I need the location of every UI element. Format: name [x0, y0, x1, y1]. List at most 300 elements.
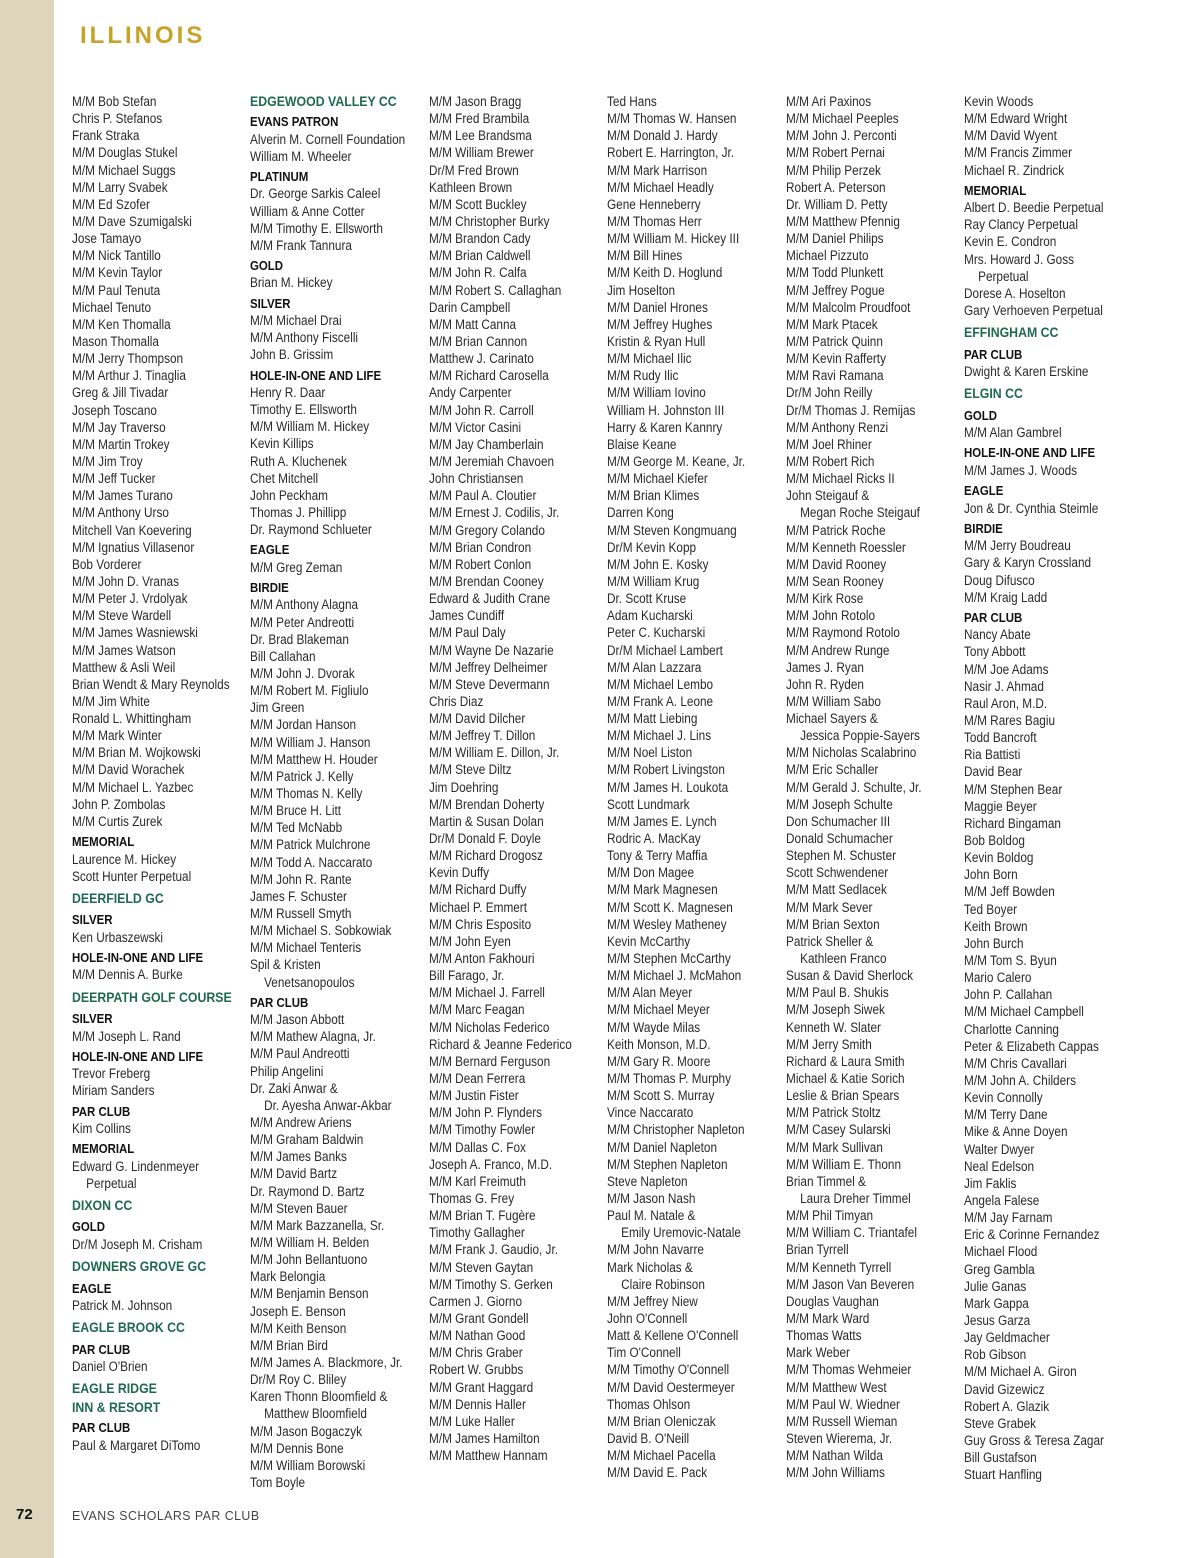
- donor-name: M/M Patrick Mulchrone: [250, 837, 371, 853]
- donor-name: Kristin & Ryan Hull: [607, 333, 706, 349]
- donor-name: M/M Sean Rooney: [786, 573, 884, 589]
- donor-name: Dr. Raymond Schlueter: [250, 522, 372, 538]
- category-heading: PAR CLUB: [72, 1103, 131, 1119]
- donor-name: M/M Steve Wardell: [72, 608, 172, 624]
- club-heading: EAGLE RIDGE: [72, 1380, 157, 1397]
- donor-name: M/M Thomas Herr: [607, 213, 702, 229]
- donor-name: Raul Aron, M.D.: [964, 695, 1048, 711]
- donor-name: Philip Angelini: [250, 1063, 324, 1079]
- donor-name: Dr. Brad Blakeman: [250, 631, 349, 647]
- donor-name: M/M Joseph L. Rand: [72, 1028, 181, 1044]
- donor-name: John P. Callahan: [964, 987, 1053, 1003]
- donor-name: Frank Straka: [72, 128, 140, 144]
- donor-name: Matthew & Asli Weil: [72, 659, 176, 675]
- donor-name: Dr/M Thomas J. Remijas: [786, 402, 916, 418]
- donor-name: M/M Dean Ferrera: [429, 1071, 526, 1087]
- category-heading: EVANS PATRON: [250, 114, 339, 130]
- donor-name: M/M John P. Flynders: [429, 1105, 543, 1121]
- donor-name: Ruth A. Kluchenek: [250, 453, 347, 469]
- donor-name: M/M Jason Van Beveren: [786, 1276, 915, 1292]
- donor-name: Timothy E. Ellsworth: [250, 402, 357, 418]
- donor-name: M/M Peter Andreotti: [250, 614, 355, 630]
- donor-name: Chris Diaz: [429, 693, 484, 709]
- donor-name: Tom Boyle: [250, 1474, 306, 1490]
- donor-name: Scott Schwendener: [786, 865, 889, 881]
- donor-name: David Gizewicz: [964, 1381, 1045, 1397]
- donor-name: Stuart Hanfling: [964, 1467, 1042, 1483]
- donor-name: M/M John R. Calfa: [429, 265, 527, 281]
- donor-name: Richard & Laura Smith: [786, 1053, 905, 1069]
- donor-name: M/M Patrick Quinn: [786, 333, 883, 349]
- donor-column-1: [72, 93, 244, 1454]
- category-heading: PAR CLUB: [250, 994, 309, 1010]
- donor-name: Dorese A. Hoselton: [964, 285, 1066, 301]
- donor-name: M/M David Worachek: [72, 762, 185, 778]
- donor-name: Dr/M Kevin Kopp: [607, 539, 697, 555]
- donor-name: M/M Mathew Alagna, Jr.: [250, 1029, 376, 1045]
- club-heading: DOWNERS GROVE GC: [72, 1258, 207, 1275]
- donor-name: M/M Michael Drai: [250, 313, 342, 329]
- donor-name: Jim Faklis: [964, 1175, 1017, 1191]
- donor-name: M/M Kenneth Roessler: [786, 539, 906, 555]
- donor-name: M/M Nathan Wilda: [786, 1448, 883, 1464]
- donor-name: M/M Robert S. Callaghan: [429, 282, 562, 298]
- donor-name: M/M Matt Sedlacek: [786, 882, 887, 898]
- donor-name: M/M Malcolm Proudfoot: [786, 299, 911, 315]
- donor-name: Stephen M. Schuster: [786, 848, 897, 864]
- donor-name: Brian Timmel &: [786, 1173, 866, 1189]
- donor-name: Angela Falese: [964, 1192, 1040, 1208]
- donor-columns: [72, 93, 1182, 1493]
- donor-name: M/M Matt Liebing: [607, 711, 698, 727]
- donor-name: M/M Chris Cavallari: [964, 1055, 1067, 1071]
- donor-name: Scott Hunter Perpetual: [72, 868, 192, 884]
- donor-name-continued: Matthew Bloomfield: [264, 1406, 367, 1422]
- donor-name: M/M Anthony Fiscelli: [250, 330, 359, 346]
- donor-name: M/M Jim White: [72, 693, 150, 709]
- donor-name: M/M Nicholas Scalabrino: [786, 745, 917, 761]
- club-heading: EAGLE BROOK CC: [72, 1319, 185, 1336]
- donor-name: M/M Matthew Pfennig: [786, 213, 900, 229]
- donor-name: M/M Jeffrey Delheimer: [429, 659, 548, 675]
- donor-name: Patrick Sheller &: [786, 933, 874, 949]
- donor-name: M/M William Sabo: [786, 693, 881, 709]
- donor-name: M/M Bruce H. Litt: [250, 803, 342, 819]
- donor-name: Walter Dwyer: [964, 1141, 1035, 1157]
- donor-name: Todd Bancroft: [964, 730, 1037, 746]
- donor-name: M/M Paul Daly: [429, 625, 506, 641]
- donor-name: M/M Jerry Boudreau: [964, 538, 1071, 554]
- donor-name: M/M James E. Lynch: [607, 813, 717, 829]
- donor-name: M/M Stephen Bear: [964, 781, 1063, 797]
- donor-name-continued: Perpetual: [978, 268, 1029, 284]
- donor-name-continued: Venetsanopoulos: [264, 974, 355, 990]
- category-heading: GOLD: [964, 407, 998, 423]
- donor-name: Dr/M Fred Brown: [429, 162, 519, 178]
- donor-name: Michael Sayers &: [786, 711, 878, 727]
- donor-name: M/M Frank J. Gaudio, Jr.: [429, 1242, 559, 1258]
- donor-name: M/M Ken Thomalla: [72, 316, 171, 332]
- donor-name: M/M Brian Caldwell: [429, 248, 531, 264]
- donor-name: Bill Gustafson: [964, 1450, 1037, 1466]
- donor-name: Chet Mitchell: [250, 470, 319, 486]
- donor-name: Gary Verhoeven Perpetual: [964, 303, 1103, 319]
- donor-name: Joseph A. Franco, M.D.: [429, 1156, 553, 1172]
- donor-name: M/M William Brewer: [429, 145, 534, 161]
- donor-name: Kevin Killips: [250, 436, 314, 452]
- donor-name-continued: Claire Robinson: [621, 1276, 705, 1292]
- donor-name: M/M Wayne De Nazarie: [429, 642, 554, 658]
- category-heading: HOLE-IN-ONE AND LIFE: [72, 1048, 204, 1064]
- donor-name: M/M Jay Traverso: [72, 419, 166, 435]
- donor-name: Eric & Corinne Fernandez: [964, 1227, 1100, 1243]
- donor-name: M/M James A. Blackmore, Jr.: [250, 1355, 403, 1370]
- donor-name: Kevin Woods: [964, 94, 1034, 109]
- donor-name: M/M Brian M. Wojkowski: [72, 745, 201, 761]
- donor-name: Doug Difusco: [964, 572, 1035, 588]
- donor-name: M/M David Bartz: [250, 1166, 338, 1182]
- donor-name: M/M William C. Triantafel: [786, 1225, 917, 1241]
- club-heading: DEERPATH GOLF COURSE: [72, 988, 232, 1005]
- category-heading: GOLD: [72, 1219, 106, 1235]
- donor-name: Kevin E. Condron: [964, 234, 1057, 250]
- donor-name: M/M Philip Perzek: [786, 162, 881, 178]
- donor-name: Miriam Sanders: [72, 1083, 155, 1099]
- donor-name: Ria Battisti: [964, 747, 1021, 763]
- donor-name: M/M Wayde Milas: [607, 1019, 701, 1035]
- donor-name: Ted Boyer: [964, 901, 1018, 917]
- donor-name: Thomas J. Phillipp: [250, 505, 347, 521]
- donor-name: M/M Steven Bauer: [250, 1200, 348, 1216]
- donor-name: Maggie Beyer: [964, 798, 1037, 814]
- donor-name: Daniel O'Brien: [72, 1359, 148, 1375]
- donor-name: Ted Hans: [607, 94, 657, 109]
- donor-name: M/M Alan Meyer: [607, 985, 693, 1001]
- donor-name: M/M Patrick Stoltz: [786, 1105, 881, 1121]
- donor-name: M/M Michael Headly: [607, 179, 714, 195]
- donor-name: M/M Michael J. Farrell: [429, 985, 545, 1001]
- donor-name: M/M Paul W. Wiedner: [786, 1396, 900, 1412]
- donor-name: Charlotte Canning: [964, 1021, 1059, 1037]
- donor-name: Mark Nicholas &: [607, 1259, 693, 1275]
- donor-name: Albert D. Beedie Perpetual: [964, 200, 1104, 216]
- donor-name: Brian Wendt & Mary Reynolds: [72, 676, 230, 692]
- donor-name: John P. Zombolas: [72, 796, 166, 812]
- donor-name: Dr/M Michael Lambert: [607, 642, 723, 658]
- donor-name-continued: Dr. Ayesha Anwar-Akbar: [264, 1097, 392, 1113]
- donor-name: John Born: [964, 867, 1018, 883]
- donor-name: Michael P. Emmert: [429, 899, 528, 915]
- donor-name: Darren Kong: [607, 505, 674, 521]
- donor-name: M/M Douglas Stukel: [72, 145, 178, 161]
- donor-name: M/M Noel Liston: [607, 745, 693, 761]
- donor-name: Dr. Scott Kruse: [607, 591, 687, 607]
- donor-name: Spil & Kristen: [250, 957, 321, 973]
- donor-name: M/M Wesley Matheney: [607, 916, 727, 932]
- donor-name: M/M Karl Freimuth: [429, 1173, 526, 1189]
- donor-name: Dr. George Sarkis Caleel: [250, 186, 381, 202]
- donor-name: M/M Richard Carosella: [429, 368, 549, 384]
- page-number: 72: [16, 1506, 33, 1523]
- donor-name: M/M Lee Brandsma: [429, 128, 532, 144]
- donor-name: Donald Schumacher: [786, 831, 893, 847]
- donor-name: Ken Urbaszewski: [72, 929, 164, 945]
- donor-name: M/M David Wyent: [964, 128, 1057, 144]
- donor-name: Steven Wierema, Jr.: [786, 1430, 893, 1446]
- donor-name: Laurence M. Hickey: [72, 851, 177, 867]
- donor-name: M/M Michael Lembo: [607, 676, 714, 692]
- donor-name: M/M Michael Peeples: [786, 111, 899, 127]
- donor-name: M/M Thomas P. Murphy: [607, 1071, 731, 1087]
- donor-name: Guy Gross & Teresa Zagar: [964, 1432, 1104, 1448]
- donor-name: M/M Dallas C. Fox: [429, 1139, 526, 1155]
- donor-name: M/M Jeremiah Chavoen: [429, 453, 555, 469]
- donor-name: Kevin Duffy: [429, 865, 490, 881]
- donor-name: M/M William E. Dillon, Jr.: [429, 745, 560, 761]
- donor-name: M/M Edward Wright: [964, 111, 1068, 127]
- donor-name: Scott Lundmark: [607, 796, 690, 812]
- donor-name: Edward & Judith Crane: [429, 591, 551, 607]
- donor-name: M/M Brian Bird: [250, 1337, 328, 1353]
- donor-name: Robert E. Harrington, Jr.: [607, 145, 735, 161]
- category-heading: MEMORIAL: [964, 182, 1027, 198]
- donor-name: M/M Raymond Rotolo: [786, 625, 900, 641]
- donor-name: M/M John R. Rante: [250, 871, 352, 887]
- donor-name: M/M Rudy Ilic: [607, 368, 679, 384]
- donor-name: M/M Brian T. Fugère: [429, 1208, 536, 1224]
- donor-name: M/M Paul Andreotti: [250, 1046, 350, 1062]
- donor-name: Peter & Elizabeth Cappas: [964, 1038, 1099, 1054]
- donor-name: M/M Joseph Siwek: [786, 1002, 885, 1018]
- donor-name: Kim Collins: [72, 1121, 131, 1137]
- donor-name-continued: Emily Uremovic-Natale: [621, 1225, 741, 1241]
- donor-name: M/M Scott S. Murray: [607, 1088, 715, 1104]
- donor-name: M/M Brian Klimes: [607, 488, 700, 504]
- donor-name: M/M Frank A. Leone: [607, 693, 714, 709]
- donor-name: M/M Don Magee: [607, 865, 695, 881]
- donor-name: M/M Ravi Ramana: [786, 368, 884, 384]
- donor-name: Dr/M Roy C. Bliley: [250, 1372, 347, 1388]
- donor-name: M/M Phil Timyan: [786, 1208, 874, 1224]
- donor-name: M/M Joseph Schulte: [786, 796, 893, 812]
- donor-name: Chris P. Stefanos: [72, 111, 163, 127]
- donor-name: M/M Timothy E. Ellsworth: [250, 220, 383, 236]
- donor-name: Mike & Anne Doyen: [964, 1124, 1068, 1140]
- donor-name: Thomas Ohlson: [607, 1396, 691, 1412]
- donor-name: M/M Anthony Urso: [72, 505, 169, 521]
- donor-name: M/M David Oestermeyer: [607, 1379, 735, 1395]
- donor-name: M/M William J. Hanson: [250, 734, 371, 750]
- donor-name: Neal Edelson: [964, 1158, 1035, 1174]
- donor-name: M/M Curtis Zurek: [72, 813, 163, 829]
- donor-name: Richard & Jeanne Federico: [429, 1036, 572, 1052]
- donor-name: M/M Jeff Tucker: [72, 471, 156, 487]
- donor-name: Dr. Zaki Anwar &: [250, 1080, 338, 1096]
- donor-name: M/M Christopher Napleton: [607, 1122, 745, 1138]
- donor-name: M/M Jeff Bowden: [964, 884, 1055, 900]
- category-heading: BIRDIE: [964, 520, 1003, 536]
- donor-name: M/M Terry Dane: [964, 1107, 1048, 1123]
- donor-name: M/M Gerald J. Schulte, Jr.: [786, 779, 922, 795]
- donor-name: M/M Mark Harrison: [607, 162, 708, 178]
- donor-name: M/M William Borowski: [250, 1457, 366, 1473]
- donor-name: Bill Farago, Jr.: [429, 968, 505, 984]
- donor-name: Gene Henneberry: [607, 196, 701, 212]
- donor-name: M/M Michael Ilic: [607, 351, 692, 367]
- donor-name: Nancy Abate: [964, 627, 1031, 643]
- donor-name: M/M Richard Drogosz: [429, 848, 543, 864]
- donor-name: Michael & Katie Sorich: [786, 1071, 905, 1087]
- category-heading: HOLE-IN-ONE AND LIFE: [964, 445, 1096, 461]
- donor-name: M/M Justin Fister: [429, 1088, 519, 1104]
- donor-name: M/M James J. Woods: [964, 462, 1078, 478]
- donor-name: M/M John E. Kosky: [607, 556, 709, 572]
- donor-name: M/M Russell Smyth: [250, 905, 352, 921]
- donor-name: Rob Gibson: [964, 1347, 1027, 1363]
- donor-name: Vince Naccarato: [607, 1105, 694, 1121]
- donor-name: M/M Marc Feagan: [429, 1002, 525, 1018]
- donor-name: M/M Nick Tantillo: [72, 248, 161, 264]
- donor-name: M/M Robert Rich: [786, 453, 875, 469]
- donor-name: David Bear: [964, 764, 1023, 780]
- donor-name: James F. Schuster: [250, 888, 347, 904]
- donor-name: Mario Calero: [964, 970, 1032, 986]
- club-heading: INN & RESORT: [72, 1398, 161, 1415]
- donor-name: M/M Graham Baldwin: [250, 1132, 364, 1148]
- donor-name: M/M Michael Meyer: [607, 1002, 710, 1018]
- donor-name: Matt & Kellene O'Connell: [607, 1328, 739, 1344]
- donor-name: Michael Pizzuto: [786, 248, 869, 264]
- donor-name: Rodric A. MacKay: [607, 831, 701, 847]
- donor-name: Jim Hoselton: [607, 282, 676, 298]
- donor-name: Robert W. Grubbs: [429, 1362, 524, 1378]
- donor-name: M/M Steve Diltz: [429, 762, 512, 778]
- donor-name: David B. O'Neill: [607, 1430, 690, 1446]
- donor-name: M/M Anthony Renzi: [786, 419, 889, 435]
- donor-name: Mark Gappa: [964, 1295, 1029, 1311]
- donor-name: M/M Fred Brambila: [429, 111, 530, 127]
- donor-name: M/M Matthew West: [786, 1379, 887, 1395]
- donor-name: M/M Luke Haller: [429, 1413, 515, 1429]
- donor-name: M/M James Banks: [250, 1149, 347, 1165]
- donor-name: M/M Jason Bogaczyk: [250, 1423, 362, 1439]
- donor-name: M/M Daniel Philips: [786, 231, 884, 247]
- donor-name: M/M Nicholas Federico: [429, 1019, 550, 1035]
- category-heading: EAGLE: [250, 542, 290, 558]
- donor-name: M/M Kirk Rose: [786, 591, 864, 607]
- donor-name: Tony & Terry Maffia: [607, 848, 708, 864]
- donor-name: Joseph E. Benson: [250, 1303, 346, 1319]
- donor-name: M/M Francis Zimmer: [964, 145, 1073, 161]
- donor-name: M/M Ed Szofer: [72, 196, 150, 212]
- donor-name: Ray Clancy Perpetual: [964, 217, 1078, 233]
- donor-name: M/M James Hamilton: [429, 1430, 540, 1446]
- category-heading: PLATINUM: [250, 168, 309, 184]
- donor-name: M/M Michael Tenteris: [250, 940, 362, 956]
- donor-name: Bill Callahan: [250, 648, 316, 664]
- donor-name: M/M John Williams: [786, 1465, 885, 1481]
- donor-name: M/M Jerry Smith: [786, 1036, 872, 1052]
- donor-name: Gary & Karyn Crossland: [964, 555, 1092, 571]
- donor-name: Greg & Jill Tivadar: [72, 385, 169, 401]
- donor-name: John Burch: [964, 935, 1024, 951]
- donor-name-continued: Kathleen Franco: [800, 951, 887, 967]
- donor-name: Mark Weber: [786, 1345, 850, 1361]
- donor-name: Robert A. Glazik: [964, 1398, 1050, 1414]
- donor-name: M/M Timothy O'Connell: [607, 1362, 730, 1378]
- category-heading: GOLD: [250, 257, 284, 273]
- donor-name: M/M Timothy Fowler: [429, 1122, 536, 1138]
- donor-name: M/M William Iovino: [607, 385, 706, 401]
- donor-name: M/M David Rooney: [786, 556, 887, 572]
- donor-name: M/M Daniel Hrones: [607, 299, 708, 315]
- donor-name: M/M Ted McNabb: [250, 820, 343, 836]
- donor-name: Mason Thomalla: [72, 333, 159, 349]
- donor-name: Martin & Susan Dolan: [429, 813, 544, 829]
- donor-name: M/M Steve Devermann: [429, 676, 550, 692]
- category-heading: SILVER: [72, 1011, 113, 1027]
- donor-name: Kevin Boldog: [964, 850, 1034, 866]
- donor-name: M/M Thomas W. Hansen: [607, 111, 737, 127]
- donor-name: M/M Robert Conlon: [429, 556, 532, 572]
- donor-name: M/M Thomas Wehmeier: [786, 1362, 912, 1378]
- category-heading: EAGLE: [964, 483, 1004, 499]
- donor-name: M/M Jason Nash: [607, 1191, 696, 1206]
- donor-name: M/M John D. Vranas: [72, 573, 179, 589]
- donor-name: M/M Alan Gambrel: [964, 425, 1062, 441]
- donor-name: M/M James H. Loukota: [607, 779, 729, 795]
- donor-name: Keith Brown: [964, 918, 1028, 934]
- donor-name: M/M Christopher Burky: [429, 213, 550, 229]
- donor-name: Darin Campbell: [429, 299, 511, 315]
- donor-name: M/M Donald J. Hardy: [607, 128, 718, 144]
- category-heading: SILVER: [72, 912, 113, 928]
- donor-name: M/M Michael J. Lins: [607, 728, 712, 744]
- club-heading: DEERFIELD GC: [72, 889, 164, 906]
- donor-name: M/M Patrick Roche: [786, 522, 886, 538]
- donor-name: Ronald L. Whittingham: [72, 711, 192, 727]
- donor-name: M/M William M. Hickey: [250, 419, 370, 435]
- donor-name: M/M Dennis A. Burke: [72, 967, 183, 983]
- category-heading: PAR CLUB: [964, 346, 1023, 362]
- donor-name: James J. Ryan: [786, 659, 864, 675]
- donor-name: M/M Scott K. Magnesen: [607, 899, 733, 915]
- donor-name: M/M William Krug: [607, 573, 700, 589]
- donor-name: Keith Monson, M.D.: [607, 1036, 711, 1052]
- donor-name: M/M Mark Winter: [72, 728, 162, 744]
- category-heading: PAR CLUB: [964, 609, 1023, 625]
- donor-name: M/M Brian Sexton: [786, 916, 880, 932]
- donor-name: M/M John Eyen: [429, 933, 511, 949]
- donor-name: Henry R. Daar: [250, 385, 326, 401]
- donor-name: Paul M. Natale &: [607, 1208, 696, 1224]
- donor-name: M/M Benjamin Benson: [250, 1286, 369, 1302]
- donor-name: M/M Kraig Ladd: [964, 589, 1048, 605]
- donor-name: M/M Dave Szumigalski: [72, 213, 192, 229]
- donor-column-5: [786, 93, 958, 1481]
- donor-name: M/M Gary R. Moore: [607, 1053, 711, 1069]
- donor-name: M/M Stephen Napleton: [607, 1156, 728, 1172]
- donor-name: Peter C. Kucharski: [607, 625, 706, 641]
- donor-name: Paul & Margaret DiTomo: [72, 1437, 201, 1453]
- donor-name: Robert A. Peterson: [786, 179, 886, 195]
- donor-name: Michael Flood: [964, 1244, 1038, 1260]
- publication-name: EVANS SCHOLARS PAR CLUB: [72, 1508, 260, 1523]
- donor-name: Thomas Watts: [786, 1328, 862, 1344]
- donor-name-continued: Megan Roche Steigauf: [800, 505, 920, 521]
- donor-name: Mark Belongia: [250, 1269, 326, 1285]
- donor-name: M/M Matthew H. Houder: [250, 751, 378, 767]
